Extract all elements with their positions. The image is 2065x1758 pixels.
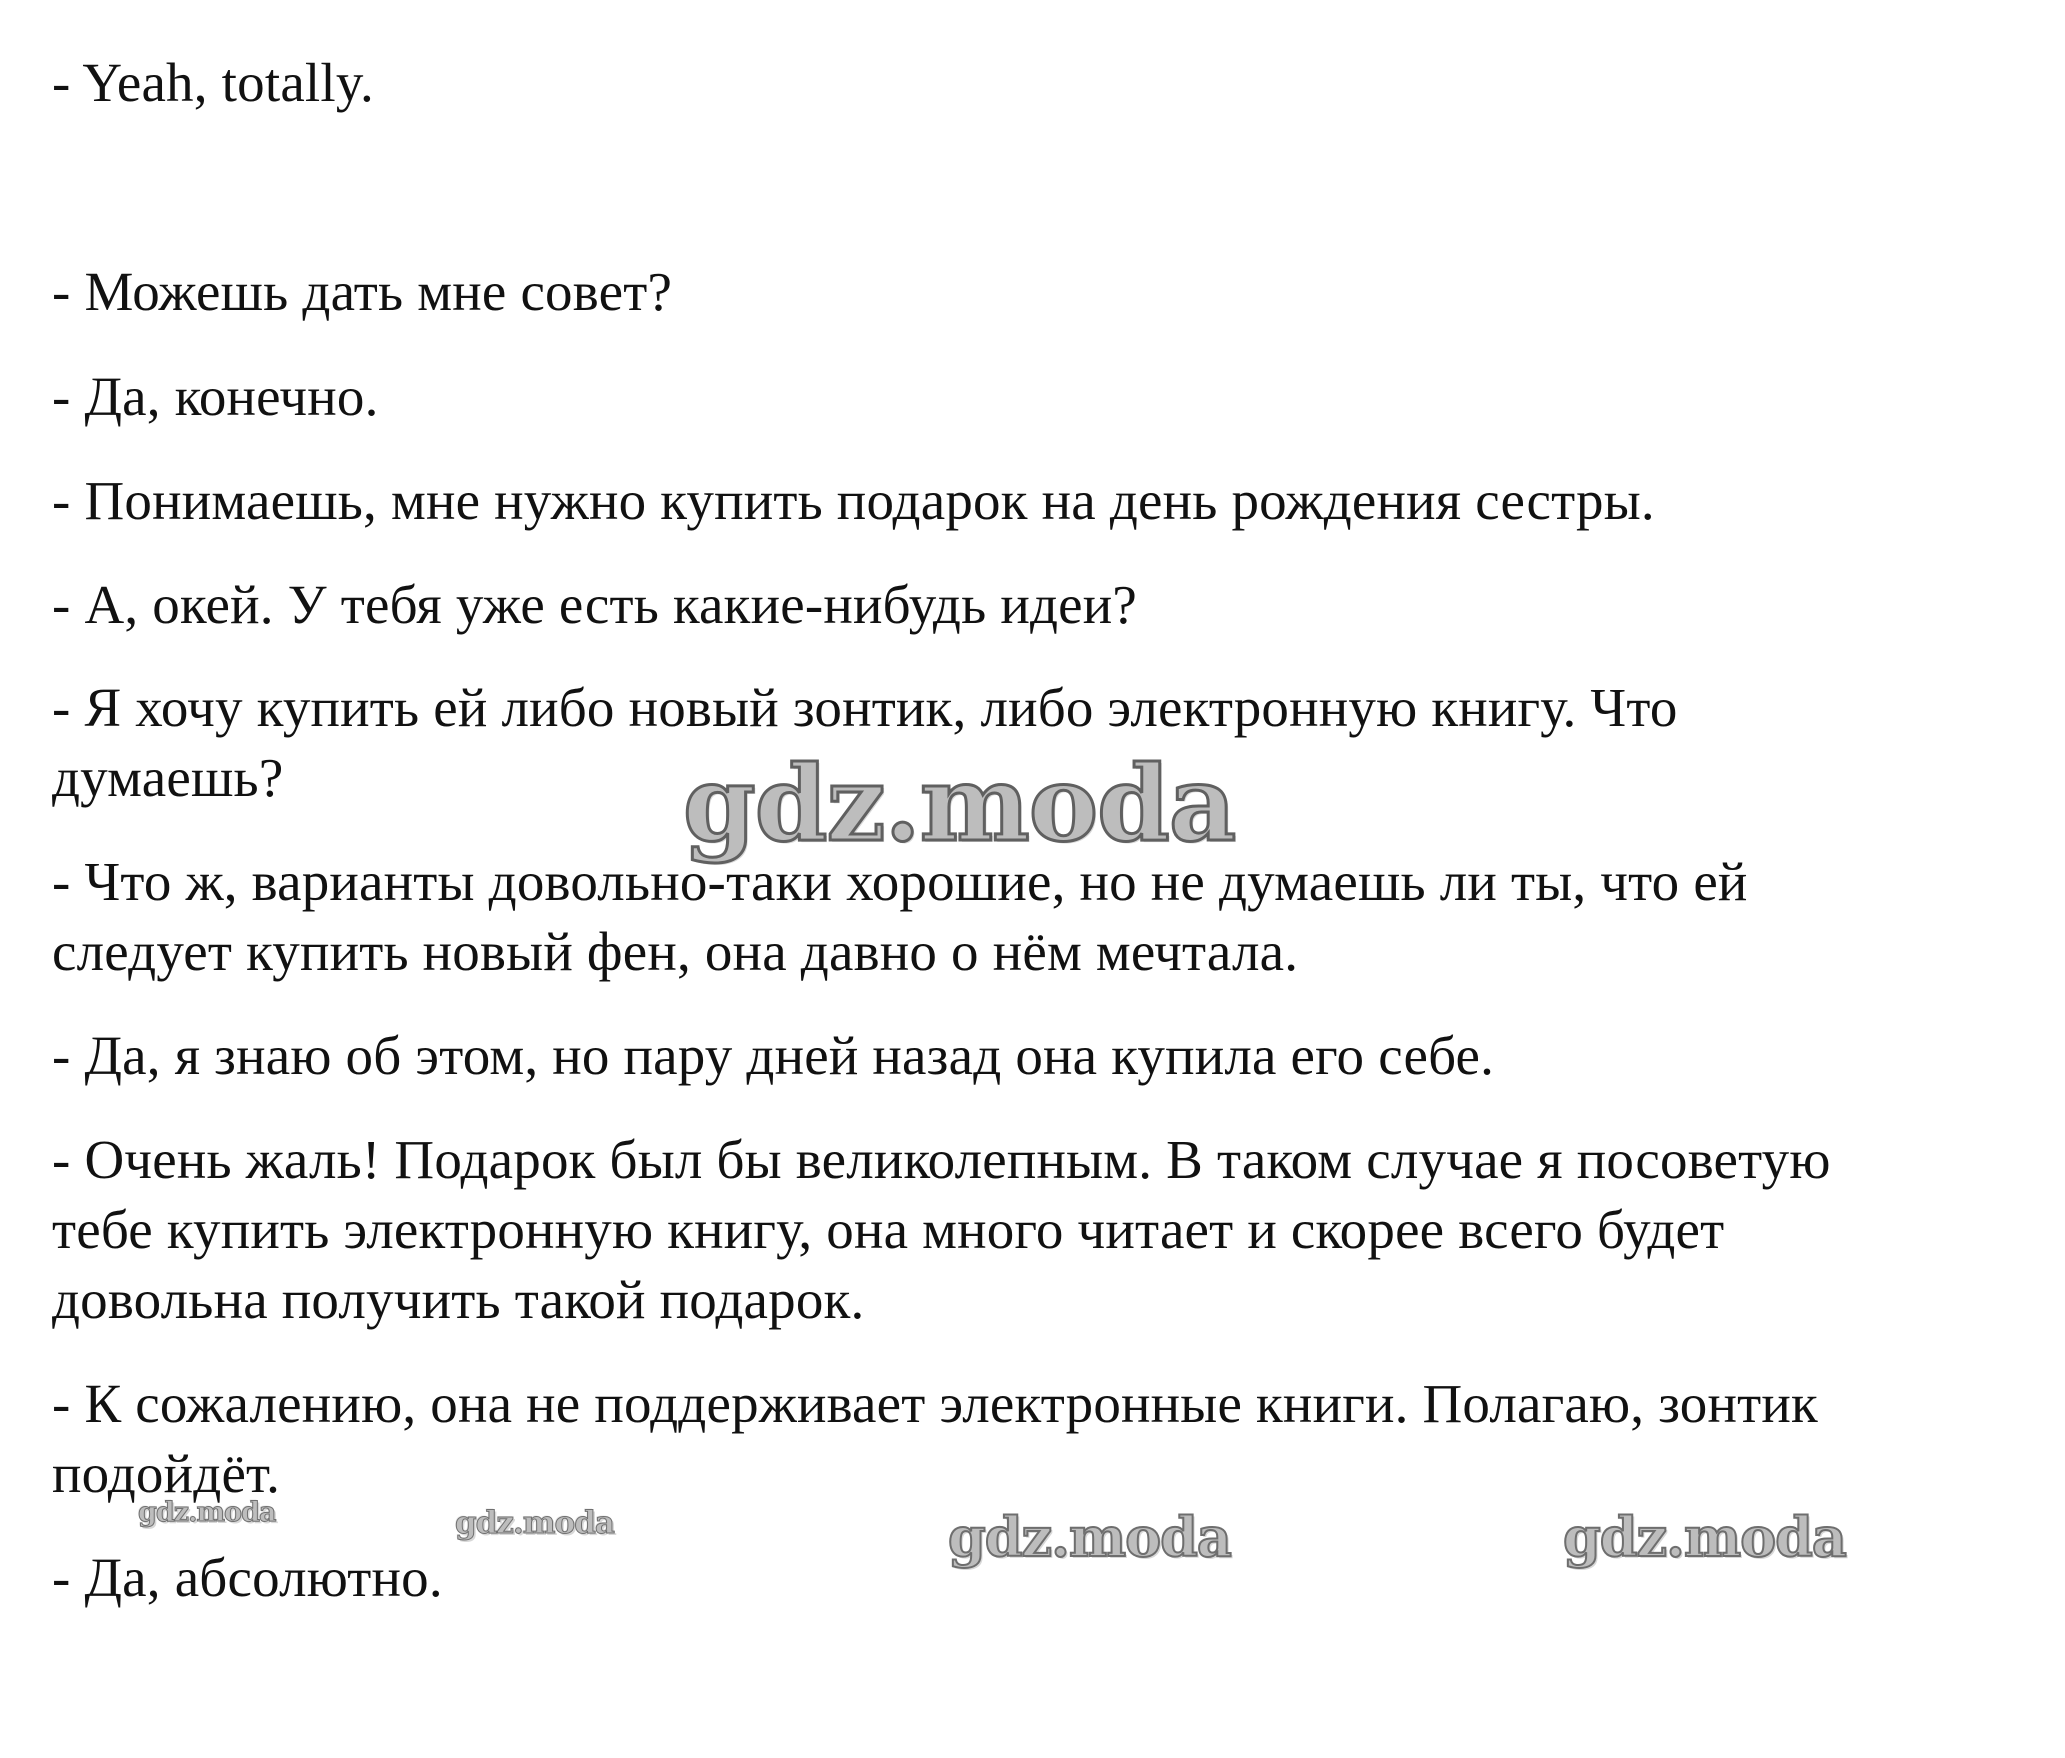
dialogue-line-2: - Можешь дать мне совет? xyxy=(52,261,673,322)
dialogue-line-10: - Да, я знаю об этом, но пару дней назад она купила его себе. xyxy=(52,1025,1495,1086)
dialogue-line-6: - Я хочу купить ей либо новый зонтик, либо электронную книгу. Что xyxy=(52,677,1678,738)
dialogue-line-5: - А, окей. У тебя уже есть какие-нибудь идеи? xyxy=(52,574,1138,635)
dialogue-line-4: - Понимаешь, мне нужно купить подарок на день рождения сестры. xyxy=(52,470,1655,531)
dialogue-line-7: думаешь? xyxy=(52,747,284,808)
watermark-small-2: gdz.moda xyxy=(455,1505,614,1541)
dialogue-line-1: - Yeah, totally. xyxy=(52,52,374,113)
dialogue-line-16: - Да, абсолютно. xyxy=(52,1547,443,1608)
dialogue-line-8: - Что ж, варианты довольно-таки хорошие, но не думаешь ли ты, что ей xyxy=(52,851,1748,912)
dialogue-line-14: - К сожалению, она не поддерживает электронные книги. Полагаю, зонтик xyxy=(52,1373,1818,1434)
watermark-large: gdz.moda xyxy=(683,742,1236,865)
dialogue-line-11: - Очень жаль! Подарок был бы великолепным. В таком случае я посоветую xyxy=(52,1129,1831,1190)
dialogue-line-3: - Да, конечно. xyxy=(52,366,379,427)
dialogue-line-15: подойдёт. xyxy=(52,1443,281,1504)
dialogue-line-12: тебе купить электронную книгу, она много читает и скорее всего будет xyxy=(52,1199,1725,1260)
watermark-small-1: gdz.moda xyxy=(138,1497,276,1528)
watermark-medium-1: gdz.moda xyxy=(948,1505,1231,1569)
dialogue-line-9: следует купить новый фен, она давно о нём мечтала. xyxy=(52,921,1299,982)
watermark-medium-2: gdz.moda xyxy=(1563,1505,1846,1569)
dialogue-line-13: довольна получить такой подарок. xyxy=(52,1269,865,1330)
